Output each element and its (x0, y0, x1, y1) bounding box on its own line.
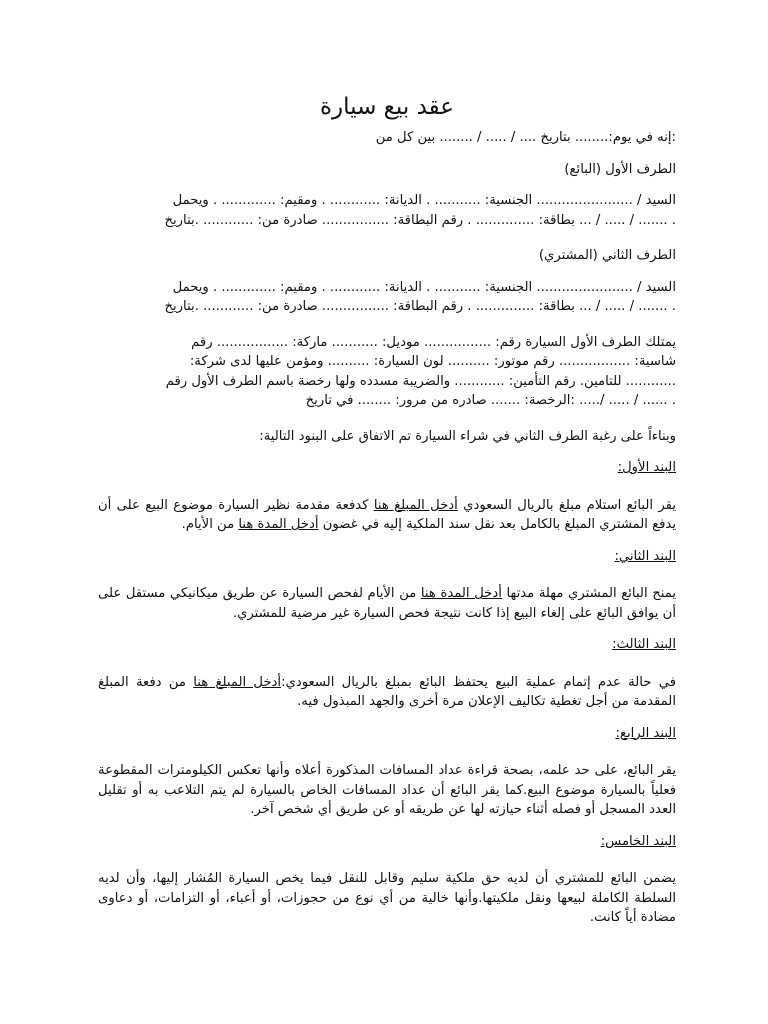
vehicle-line4: . ...... / ..... /..... :الرخصة: ....... صادره من مرور: ........ في تاريخ (305, 393, 676, 408)
party1-heading: الطرف الأول (البائع) (564, 161, 676, 177)
party2-line1: السيد / ....................... الجنسية: ........... . الديانة: ............ . ومقيم: ............. . ويحمل (172, 279, 676, 295)
clause1-heading: البند الأول: (617, 460, 676, 475)
duration-placeholder[interactable]: أدخل المدة هنا (420, 586, 502, 601)
agreement-line: وبناءاً على رغبة الطرف الثاني في شراء السيارة تم الاتفاق على البنود التالية: (259, 428, 676, 444)
clause1-text: يقر البائع استلام مبلغ بالريال السعودي أدخل المبلغ هنا كدفعة مقدمة نظير السيارة موضوع البيع على أن يدفع المشتري المبلغ بالكامل بعد نقل سند الملكية إليه في غضون أدخل المدة هنا من الأيام. (98, 497, 676, 532)
clause3-heading: البند الثالث: (612, 637, 676, 652)
intro-line: :إنه في يوم:........ بتاريخ .... / ..... / ........ بين كل من (375, 130, 676, 145)
amount-placeholder[interactable]: أدخل المبلغ هنا (373, 497, 458, 513)
document-title: عقد بيع سيارة (319, 94, 454, 120)
clause5-heading: البند الخامس: (600, 833, 676, 849)
vehicle-line3: ............ للتامين. رقم التأمين: ............ والضريبة مسدده ولها رخصة باسم الطرف الأول رقم (165, 373, 676, 389)
party2-line2: . ....... / ..... / ... بطاقة: .............. . رقم البطاقة: ................ صادرة من: ............ .بتاريخ (164, 299, 676, 314)
clause4-text: يقر البائع، على حد علمه، بصحة قراءة عداد المسافات المذكورة أعلاه وأنها تعكس الكيلومترات المقطوعة فعلياً بالسيارة موضوع البيع.كما يقر البائع أن عداد المسافات الخاص بالسيارة لم يتم التلاعب به أو تقليل العدد المسجل أو فصله أثناء حيازته لها عن طريقه أو عن طريق أي شخص آخر. (98, 763, 676, 817)
party1-line2: . ....... / ..... / ... بطاقة: .............. . رقم البطاقة: ................ صادرة من: ............ .بتاريخ (164, 212, 676, 228)
clause2-heading: البند الثاني: (614, 548, 676, 564)
vehicle-line2: شاسية: ................. رقم موتور: .......... لون السيارة: .......... ومؤمن عليها لدى شركة: (189, 354, 676, 369)
clause2-text: يمنح البائع المشتري مهلة مدتها أدخل المدة هنا من الأيام لفحص السيارة عن طريق ميكانيكي مستقل على أن يوافق البائع على إلغاء البيع إذا كانت نتيجة فحص السيارة غير مرضية للمشتري. (98, 586, 676, 621)
clause4-heading: البند الرابع: (615, 725, 676, 741)
clause3-text: في حالة عدم إتمام عملية البيع يحتفظ البائع بمبلغ بالريال السعودي:أدخل المبلغ هنا من دفعة المبلغ المقدمة من أجل تغطية تكاليف الإعلان مرة أخرى والجهد المبذول فيه. (98, 674, 676, 709)
duration-placeholder[interactable]: أدخل المدة هنا (238, 517, 319, 532)
party2-heading: الطرف الثاني (المشتري) (538, 248, 676, 263)
vehicle-line1: يمتلك الطرف الأول السيارة رقم: ................ موديل: ........... ماركة: ................. رقم (191, 334, 676, 350)
clause5-text: يضمن البائع للمشتري أن لديه حق ملكية سليم وقابل للنقل فيما يخص السيارة المُشار إليها، وأن لديه السلطة الكاملة لبيعها ونقل ملكيتها.وأنها خالية من أي نوع من حجوزات، أو أعباء، أو التزامات، أو دعاوى مضادة أياً كانت. (98, 871, 676, 925)
amount-placeholder[interactable]: أدخل المبلغ هنا (193, 674, 282, 690)
party1-line1: السيد / ....................... الجنسية: ........... . الديانة: ............ . ومقيم: ............. . ويحمل (172, 193, 676, 208)
